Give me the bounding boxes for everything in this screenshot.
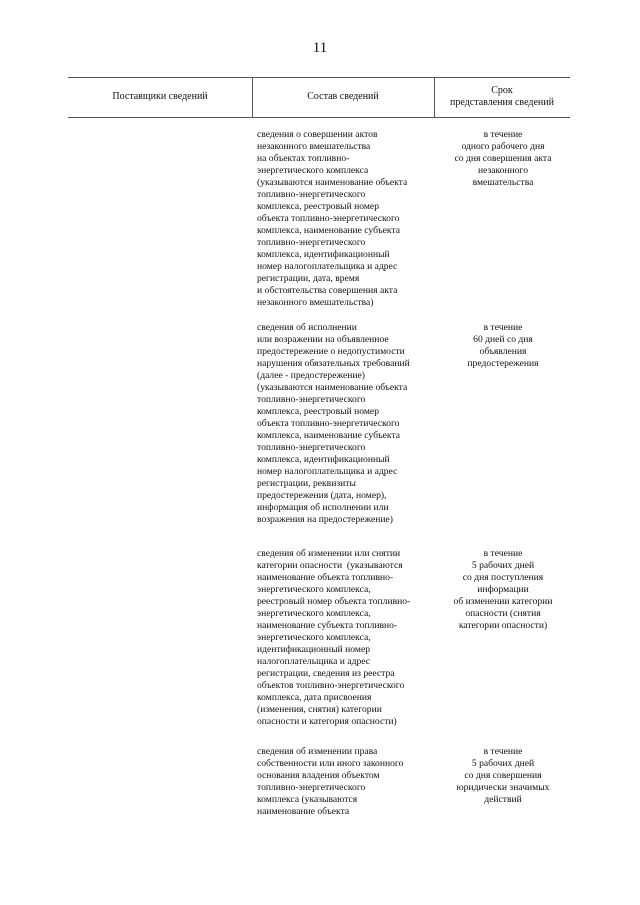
- row-composition: сведения об изменении права собственности или иного законного основания владения объектом топливно-энергетического комплекса (указываются наименование объекта: [257, 746, 404, 817]
- header-deadline: [434, 77, 570, 117]
- header-deadline-line1: Срок: [491, 85, 513, 96]
- row-deadline: в течение 5 рабочих дней со дня поступления информации об изменении категории опасности (снятия категории опасности): [453, 548, 553, 631]
- row-deadline: в течение 60 дней со дня объявления предостережения: [467, 322, 539, 369]
- header-composition: Состав сведений: [307, 91, 379, 102]
- header-providers: Поставщики сведений: [112, 91, 208, 102]
- row-composition: сведения о совершении актов незаконного вмешательства на объектах топливно- энергетического комплекса (указываются наименование объекта топливно-энергетического комплекса, реестровый номер объекта топливно-энергетического комплекса, наименование субъекта топливно-энергетического комплекса, идентификационный номер налогоплательщика и адрес регистрации, дата, время и обстоятельства совершения акта незаконного вмешательства): [257, 129, 408, 308]
- row-deadline: в течение 5 рабочих дней со дня совершения юридически значимых действий: [456, 746, 550, 805]
- page-number: 11: [312, 40, 328, 56]
- row-deadline: в течение одного рабочего дня со дня совершения акта незаконного вмешательства: [454, 129, 552, 188]
- row-composition: сведения об изменении или снятии категории опасности (указываются наименование объекта топливно- энергетического комплекса, реестровый номер объекта топливно- энергетического комплекса, наименование субъекта топливно- энергетического комплекса, идентификационный номер налогоплательщика и адрес регистрации, сведения из реестра объектов топливно-энергетического комплекса, дата присвоения (изменения, снятия) категории опасности и категория опасности): [257, 548, 411, 727]
- table-header-bottom-rule: [68, 117, 570, 118]
- header-deadline-line2: представления сведений: [450, 97, 554, 108]
- row-composition: сведения об исполнении или возражении на объявленное предостережение о недопустимости нарушения обязательных требований (далее - предостережение) (указываются наименование объекта топливно-энергетического комплекса, реестровый номер объекта топливно-энергетического комплекса, наименование субъекта топливно-энергетического комплекса, идентификационный номер налогоплательщика и адрес регистрации, реквизиты предостережения (дата, номер), информация об исполнении или возражения на предостережение): [257, 322, 410, 525]
